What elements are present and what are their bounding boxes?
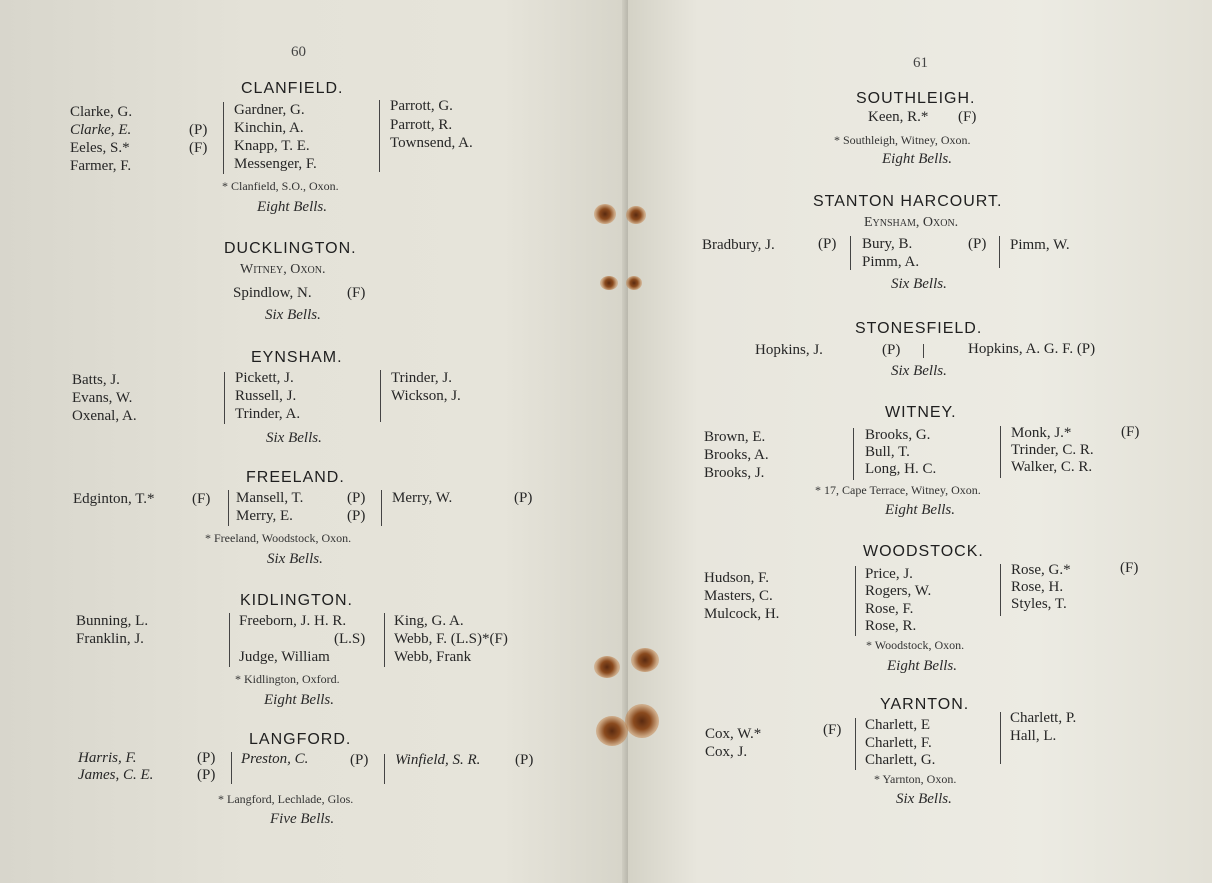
eynsham-member: Wickson, J. bbox=[391, 388, 461, 404]
column-divider bbox=[1000, 712, 1001, 764]
southleigh-address: * Southleigh, Witney, Oxon. bbox=[834, 133, 971, 147]
stanton-harcourt-member: Pimm, A. bbox=[862, 254, 920, 270]
langford-address: * Langford, Lechlade, Glos. bbox=[218, 792, 354, 806]
langford-bells: Five Bells. bbox=[270, 811, 335, 827]
member-mark: (F) bbox=[192, 491, 211, 507]
rust-stain bbox=[600, 276, 618, 290]
witney-member: Long, H. C. bbox=[865, 461, 937, 477]
stonesfield-title: STONESFIELD. bbox=[855, 320, 983, 337]
stanton-harcourt-title: STANTON HARCOURT. bbox=[813, 193, 1003, 210]
column-divider bbox=[379, 100, 380, 172]
freeland-title: FREELAND. bbox=[246, 469, 345, 486]
rust-stain bbox=[626, 276, 642, 290]
member-mark: (F) bbox=[1120, 560, 1139, 576]
woodstock-title: WOODSTOCK. bbox=[863, 543, 984, 560]
kidlington-member: Bunning, L. bbox=[76, 613, 149, 629]
member-mark: (F) bbox=[823, 722, 842, 738]
witney-member: Bull, T. bbox=[865, 444, 910, 460]
column-divider bbox=[850, 236, 851, 270]
column-divider bbox=[380, 370, 381, 422]
freeland-member: Merry, E. bbox=[236, 508, 293, 524]
member-mark: (P) bbox=[197, 750, 216, 766]
column-divider bbox=[231, 752, 232, 784]
eynsham-member: Pickett, J. bbox=[235, 370, 294, 386]
ducklington-title: DUCKLINGTON. bbox=[224, 240, 357, 257]
woodstock-member: Mulcock, H. bbox=[704, 606, 780, 622]
kidlington-member: (L.S) bbox=[334, 631, 366, 647]
langford-member: Harris, F. bbox=[78, 750, 137, 766]
kidlington-member: Freeborn, J. H. R. bbox=[239, 613, 347, 629]
column-divider bbox=[999, 236, 1000, 268]
witney-member: Brooks, J. bbox=[704, 465, 765, 481]
clanfield-member: Townsend, A. bbox=[390, 135, 473, 151]
column-divider bbox=[855, 718, 856, 770]
woodstock-bells: Eight Bells. bbox=[887, 658, 957, 674]
eynsham-member: Batts, J. bbox=[72, 372, 120, 388]
langford-title: LANGFORD. bbox=[249, 731, 352, 748]
column-divider bbox=[853, 428, 854, 480]
column-divider bbox=[228, 490, 229, 526]
yarnton-member: Cox, J. bbox=[705, 744, 748, 760]
witney-bells: Eight Bells. bbox=[885, 502, 955, 518]
freeland-address: * Freeland, Woodstock, Oxon. bbox=[205, 531, 352, 545]
kidlington-member: King, G. A. bbox=[394, 613, 464, 629]
page-number-61: 61 bbox=[913, 55, 928, 71]
ducklington-subtitle: Witney, Oxon. bbox=[240, 262, 326, 277]
rust-stain bbox=[626, 206, 646, 224]
clanfield-member: Kinchin, A. bbox=[234, 120, 304, 136]
member-mark: (F) bbox=[189, 140, 208, 156]
column-divider bbox=[923, 344, 924, 358]
column-divider bbox=[224, 372, 225, 424]
clanfield-member: Knapp, T. E. bbox=[234, 138, 310, 154]
witney-member: Trinder, C. R. bbox=[1011, 442, 1094, 458]
member-mark: (P) bbox=[882, 342, 901, 358]
witney-member: Brooks, A. bbox=[704, 447, 769, 463]
kidlington-member: Webb, F. (L.S)*(F) bbox=[394, 631, 508, 647]
clanfield-member: Parrott, G. bbox=[390, 98, 453, 114]
stanton-harcourt-member: Bury, B. bbox=[862, 236, 913, 252]
stonesfield-bells: Six Bells. bbox=[891, 363, 947, 379]
freeland-bells: Six Bells. bbox=[267, 551, 323, 567]
witney-member: Brooks, G. bbox=[865, 427, 931, 443]
stanton-harcourt-member: Bradbury, J. bbox=[702, 237, 775, 253]
rust-stain bbox=[594, 204, 616, 224]
clanfield-member: Parrott, R. bbox=[390, 117, 453, 133]
woodstock-member: Rose, G.* bbox=[1011, 562, 1071, 578]
clanfield-title: CLANFIELD. bbox=[241, 80, 344, 97]
rust-stain bbox=[596, 716, 628, 746]
clanfield-member: Farmer, F. bbox=[70, 158, 132, 174]
southleigh-title: SOUTHLEIGH. bbox=[856, 90, 976, 107]
southleigh-member: Keen, R.* bbox=[868, 109, 929, 125]
clanfield-member: Gardner, G. bbox=[234, 102, 305, 118]
member-mark: (P) bbox=[347, 508, 366, 524]
stonesfield-member: Hopkins, J. bbox=[755, 342, 823, 358]
column-divider bbox=[855, 566, 856, 636]
column-divider bbox=[384, 754, 385, 784]
freeland-member: Mansell, T. bbox=[236, 490, 304, 506]
witney-member: Walker, C. R. bbox=[1011, 459, 1093, 475]
stanton-harcourt-subtitle: Eynsham, Oxon. bbox=[864, 215, 959, 230]
column-divider bbox=[223, 102, 224, 174]
clanfield-member: Clarke, E. bbox=[70, 122, 132, 138]
clanfield-member: Clarke, G. bbox=[70, 104, 133, 120]
witney-member: Brown, E. bbox=[704, 429, 766, 445]
right-page bbox=[628, 0, 1212, 883]
kidlington-title: KIDLINGTON. bbox=[240, 592, 353, 609]
yarnton-member: Charlett, F. bbox=[865, 735, 932, 751]
yarnton-member: Charlett, G. bbox=[865, 752, 936, 768]
stanton-harcourt-member: Pimm, W. bbox=[1010, 237, 1070, 253]
member-mark: (P) bbox=[515, 752, 534, 768]
langford-member: Preston, C. bbox=[241, 751, 309, 767]
woodstock-address: * Woodstock, Oxon. bbox=[866, 638, 965, 652]
woodstock-member: Price, J. bbox=[865, 566, 913, 582]
ducklington-member: Spindlow, N. bbox=[233, 285, 312, 301]
yarnton-member: Charlett, P. bbox=[1010, 710, 1077, 726]
woodstock-member: Masters, C. bbox=[704, 588, 773, 604]
member-mark: (P) bbox=[514, 490, 533, 506]
member-mark: (P) bbox=[197, 767, 216, 783]
member-mark: (P) bbox=[968, 236, 987, 252]
column-divider bbox=[229, 613, 230, 667]
clanfield-member: Eeles, S.* bbox=[70, 140, 130, 156]
eynsham-bells: Six Bells. bbox=[266, 430, 322, 446]
langford-member: Winfield, S. R. bbox=[395, 752, 481, 768]
clanfield-bells: Eight Bells. bbox=[257, 199, 327, 215]
rust-stain bbox=[631, 648, 659, 672]
witney-title: WITNEY. bbox=[885, 404, 957, 421]
yarnton-title: YARNTON. bbox=[880, 696, 970, 713]
rust-stain bbox=[594, 656, 620, 678]
yarnton-bells: Six Bells. bbox=[896, 791, 952, 807]
column-divider bbox=[384, 613, 385, 667]
clanfield-address: * Clanfield, S.O., Oxon. bbox=[222, 179, 339, 193]
langford-member: James, C. E. bbox=[78, 767, 154, 783]
column-divider bbox=[1000, 426, 1001, 478]
woodstock-member: Rose, H. bbox=[1011, 579, 1064, 595]
woodstock-member: Rogers, W. bbox=[865, 583, 932, 599]
ducklington-bells: Six Bells. bbox=[265, 307, 321, 323]
kidlington-member: Judge, William bbox=[239, 649, 330, 665]
clanfield-member: Messenger, F. bbox=[234, 156, 317, 172]
member-mark: (F) bbox=[347, 285, 366, 301]
column-divider bbox=[381, 490, 382, 526]
freeland-member: Merry, W. bbox=[392, 490, 453, 506]
page-number-60: 60 bbox=[291, 44, 306, 60]
member-mark: (P) bbox=[189, 122, 208, 138]
stonesfield-member: Hopkins, A. G. F. (P) bbox=[968, 341, 1096, 357]
woodstock-member: Rose, R. bbox=[865, 618, 917, 634]
eynsham-member: Trinder, J. bbox=[391, 370, 452, 386]
eynsham-member: Evans, W. bbox=[72, 390, 133, 406]
member-mark: (P) bbox=[347, 490, 366, 506]
freeland-member: Edginton, T.* bbox=[73, 491, 155, 507]
kidlington-member: Webb, Frank bbox=[394, 649, 472, 665]
kidlington-address: * Kidlington, Oxford. bbox=[235, 672, 340, 686]
eynsham-title: EYNSHAM. bbox=[251, 349, 343, 366]
eynsham-member: Russell, J. bbox=[235, 388, 297, 404]
yarnton-member: Hall, L. bbox=[1010, 728, 1057, 744]
kidlington-bells: Eight Bells. bbox=[264, 692, 334, 708]
stanton-harcourt-bells: Six Bells. bbox=[891, 276, 947, 292]
member-mark: (P) bbox=[350, 752, 369, 768]
kidlington-member: Franklin, J. bbox=[76, 631, 144, 647]
rust-stain bbox=[625, 704, 659, 738]
witney-member: Monk, J.* bbox=[1011, 425, 1072, 441]
eynsham-member: Trinder, A. bbox=[235, 406, 301, 422]
member-mark: (F) bbox=[1121, 424, 1140, 440]
yarnton-member: Charlett, E bbox=[865, 717, 930, 733]
woodstock-member: Hudson, F. bbox=[704, 570, 770, 586]
yarnton-address: * Yarnton, Oxon. bbox=[874, 772, 957, 786]
woodstock-member: Styles, T. bbox=[1011, 596, 1067, 612]
southleigh-bells: Eight Bells. bbox=[882, 151, 952, 167]
yarnton-member: Cox, W.* bbox=[705, 726, 762, 742]
column-divider bbox=[1000, 564, 1001, 616]
member-mark: (P) bbox=[818, 236, 837, 252]
member-mark: (F) bbox=[958, 109, 977, 125]
woodstock-member: Rose, F. bbox=[865, 601, 914, 617]
witney-address: * 17, Cape Terrace, Witney, Oxon. bbox=[815, 483, 981, 497]
eynsham-member: Oxenal, A. bbox=[72, 408, 137, 424]
